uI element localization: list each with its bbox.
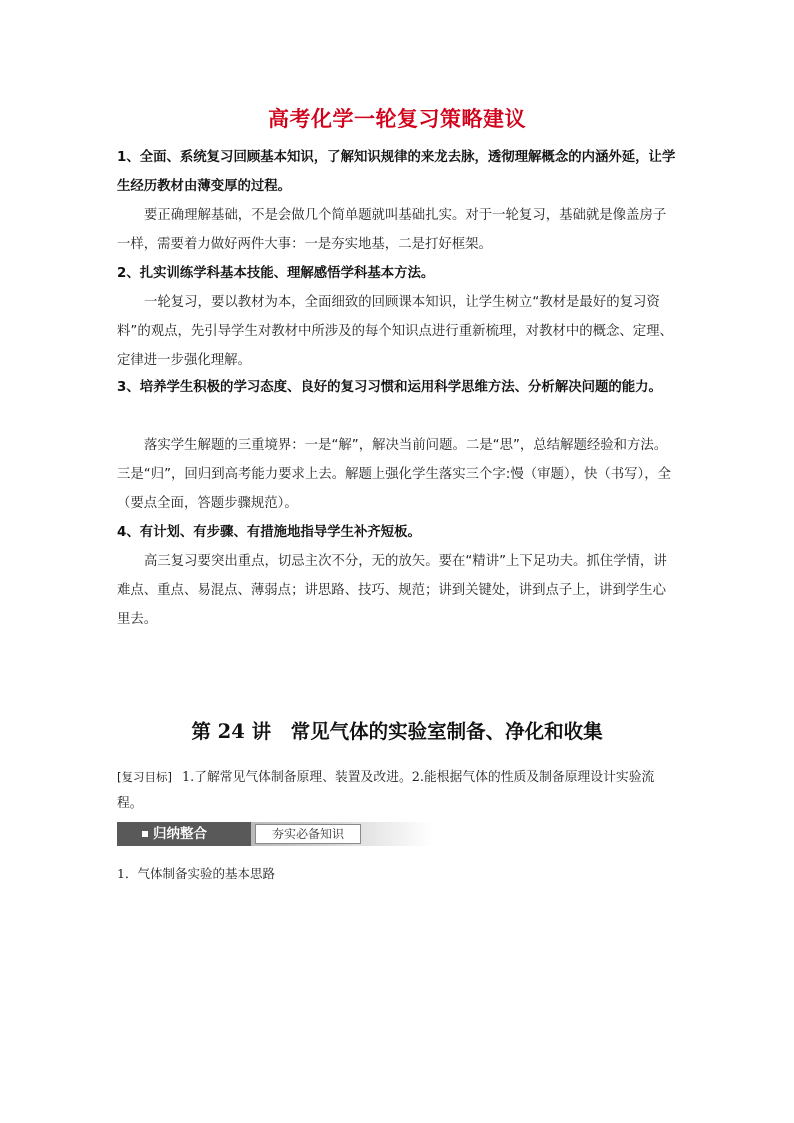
objective-tag: [复习目标]: [117, 770, 172, 784]
objective-text: 1.了解常见气体制备原理、装置及改进。2.能根据气体的性质及制备原理设计实验流程。: [117, 770, 655, 811]
section-paragraph: 落实学生解题的三重境界：一是“解”，解决当前问题。二是“思”，总结解题经验和方法。三是“归”，回归到高考能力要求上去。解题上强化学生落实三个字:慢（审题），快（书写），全（要点全面，答题步骤规范）。: [117, 438, 671, 511]
section-heading: 4、有计划、有步骤、有措施地指导学生补齐短板。: [117, 525, 421, 540]
subheading: 1．气体制备实验的基本思路: [117, 866, 275, 881]
section-paragraph: 要正确理解基础，不是会做几个简单题就叫基础扎实。对于一轮复习，基础就是像盖房子一样，需要着力做好两件大事：一是夯实地基，二是打好框架。: [117, 208, 667, 252]
section-1: [117, 143, 679, 259]
banner-main-label: 归纳整合: [153, 826, 207, 842]
section-2: [117, 259, 679, 375]
section-heading: 3、培养学生积极的学习态度、良好的复习习惯和运用科学思维方法、分析解决问题的能力。: [117, 380, 662, 395]
section-paragraph: 高三复习要突出重点，切忌主次不分，无的放矢。要在“精讲”上下足功夫。抓住学情，讲难点、重点、易混点、薄弱点；讲思路、技巧、规范；讲到关键处，讲到点子上，讲到学生心里去。: [117, 554, 667, 627]
document-title: 高考化学一轮复习策略建议: [268, 107, 526, 131]
section-4: [117, 518, 679, 634]
square-bullet-icon: [142, 831, 148, 837]
section-paragraph: 一轮复习，要以教材为本，全面细致的回顾课本知识，让学生树立“教材是最好的复习资料”的观点，先引导学生对教材中所涉及的每个知识点进行重新梳理，对教材中的概念、定理、定律进一步强化理解。: [117, 295, 673, 368]
review-objective: [117, 764, 679, 817]
banner-sub-label: 夯实必备知识: [255, 824, 361, 844]
section-banner: [117, 822, 433, 846]
lecture-title: 第 24 讲 常见气体的实验室制备、净化和收集: [191, 720, 603, 743]
section-3: [117, 373, 679, 518]
section-heading: 1、全面、系统复习回顾基本知识，了解知识规律的来龙去脉，透彻理解概念的内涵外延，让学生经历教材由薄变厚的过程。: [117, 150, 676, 194]
section-heading: 2、扎实训练学科基本技能、理解感悟学科基本方法。: [117, 266, 435, 281]
